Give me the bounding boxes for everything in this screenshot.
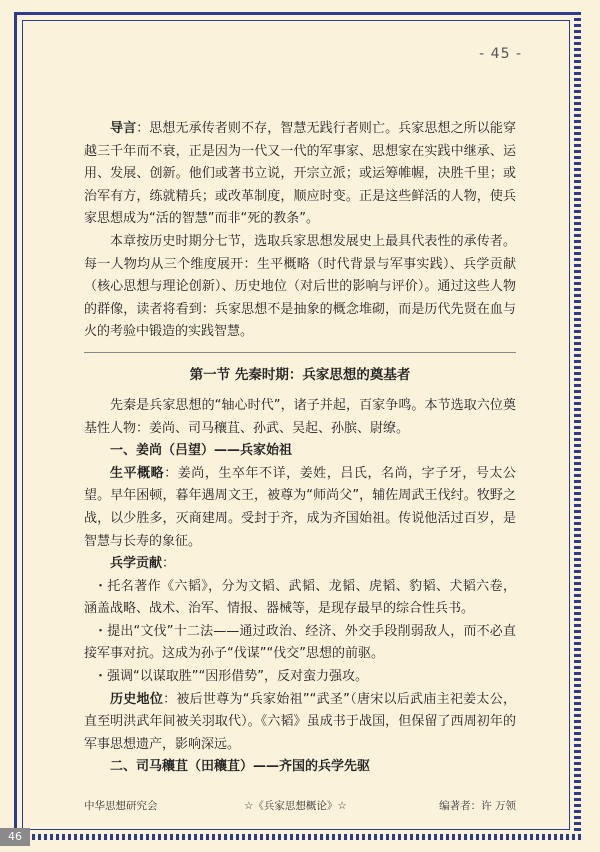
contribution-colon: ： [162, 556, 176, 572]
section-title: 第一节 先秦时期：兵家思想的奠基者 [84, 352, 516, 387]
status-paragraph [84, 689, 516, 757]
life-text: ：姜尚，生卒年不详，姜姓，吕氏，名尚，字子牙，号太公望。早年困顿，暮年遇周文王，被尊为“师尚父”，辅佐周武王伐纣。牧野之战，以少胜多，灭商建周。受封于齐，成为齐国始祖。传说他活过百岁，是智慧与长寿的象征。 [84, 465, 516, 549]
bottom-border-stripes [14, 834, 581, 840]
intro-text: ：思想无承传者则不存，智慧无践行者则亡。兵家思想之所以能穿越三千年而不衰，正是因为一代又一代的军事家、思想家在实践中继承、运用、发展、创新。他们或著书立说，开宗立派；或运筹帷幄，决胜千里；或治军有方，练就精兵；或改革制度，顺应时变。正是这些鲜活的人物，使兵家思想成为“活的智慧”而非“死的教条”。 [84, 121, 516, 227]
right-border-stripes [574, 12, 581, 838]
footer-editor: 编著者：许 万领 [439, 800, 516, 812]
page-number-top: - 45 - [479, 46, 522, 62]
contribution-heading [84, 553, 516, 576]
life-paragraph [84, 463, 516, 553]
contribution-bullet-2: ・提出“文伐”十二法——通过政治、经济、外交手段削弱敌人，而不必直接军事对抗。这成为孙子“伐谋”“伐交”思想的前驱。 [84, 623, 516, 662]
section-intro-paragraph: 先秦是兵家思想的“轴心时代”，诸子并起，百家争鸣。本节选取六位奠基性人物：姜尚、司马穰苴、孙武、吴起、孙膑、尉缭。 [84, 397, 516, 436]
subheading-jiang-shang: 一、姜尚（吕望）——兵家始祖 [110, 443, 293, 459]
subheading-sima-rangju: 二、司马穰苴（田穰苴）——齐国的兵学先驱 [110, 759, 371, 775]
contribution-bullet-1: ・托名著作《六韬》，分为文韬、武韬、龙韬、虎韬、豹韬、犬韬六卷，涵盖战略、战术、治军、情报、器械等，是现存最早的综合性兵书。 [84, 578, 516, 617]
intro-label: 导言 [110, 121, 137, 136]
chapter-overview-paragraph: 本章按历史时期分七节，选取兵家思想发展史上最具代表性的承传者。每一人物均从三个维度展开：生平概略（时代背景与军事实践）、兵学贡献（核心思想与理论创新）、历史地位（对后世的影响与评价）。通过这些人物的群像，读者将看到：兵家思想不是抽象的概念堆砌，而是历代先贤在血与火的考验中锻造的实践智慧。 [84, 233, 516, 340]
page-content [84, 118, 516, 779]
footer-organization: 中华思想研究会 [84, 800, 158, 812]
life-label: 生平概略 [110, 465, 165, 481]
status-text: ：被后世尊为“兵家始祖”“武圣”（唐宋以后武庙主祀姜太公，直至明洪武年间被关羽取代）。《六韬》虽成书于战国，但保留了西周初年的军事思想遗产，影响深远。 [84, 691, 516, 752]
page-badge: 46 [0, 828, 30, 846]
intro-paragraph [84, 118, 516, 231]
contribution-label: 兵学贡献 [110, 556, 163, 572]
footer-book-title: ☆《兵家思想概论》☆ [244, 800, 347, 812]
contribution-bullet-3: ・强调“以谋取胜”“因形借势”，反对蛮力强攻。 [94, 669, 368, 685]
status-label: 历史地位 [110, 691, 164, 707]
